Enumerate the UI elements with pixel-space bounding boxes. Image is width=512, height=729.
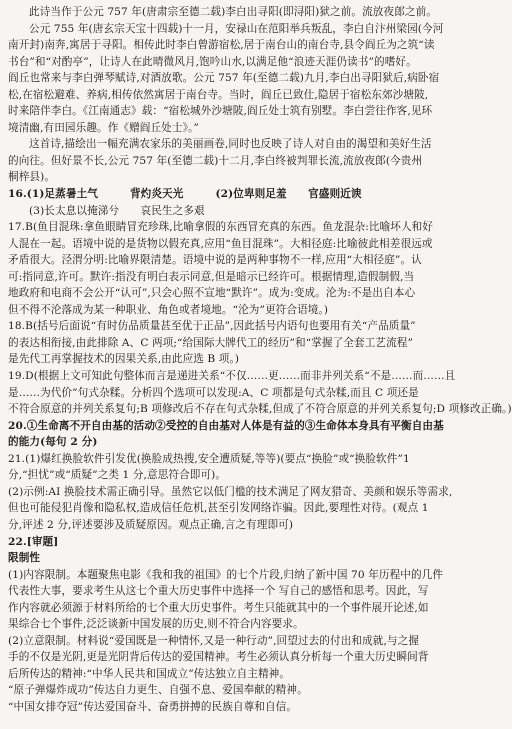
text-line: 不符合原意的并列关系复句;B 项修改后不存在句式杂糅,但成了不符合原意的并列关系复句;D 项修改正确。): [8, 403, 512, 416]
text-line: 22.[审题]: [8, 535, 59, 548]
text-line: 公元 755 年(唐玄宗天宝十四载)十一月，安禄山在范阳举兵叛乱，李白自汴州梁园(今河: [29, 22, 444, 35]
text-line: 阎丘也常来与李白弹琴赋诗,对酒放歌。公元 757 年(至德二载)九月,李白出寻阳狱后,病卧宿: [8, 72, 440, 85]
text-line: 分,评述 2 分,评述要涉及质疑原因。观点正确,言之有理即可): [8, 518, 294, 531]
text-line: 19.D(根据上文可知此句整体而言是递进关系“不仅……更……而非并列关系“不是……而……且: [8, 370, 456, 383]
text-line: 南开封)南奔,寓居于寻阳。相传此时李白曾游宿松,居于南台山的南台寺,县令阎丘为之筑“读: [8, 39, 435, 52]
text-line: 地政府和电商不会公开“认可”,只会心照不宣地“默许”。成为:变成。沦为:不是出自本心: [8, 287, 416, 300]
text-line: 人混在一起。语境中说的是货物以假充真,应用“鱼目混珠”。大相径庭:比喻彼此相差很远或: [8, 237, 433, 250]
text-line: 代表性大事，要求考生从这七个重大历史事件中选择一个 写自己的感悟和思考。因此，写: [8, 585, 429, 598]
text-line: 的能力(每句 2 分): [8, 436, 98, 449]
text-line: 是先代工再掌握技术的因果关系,由此应选 B 项。): [8, 353, 240, 366]
text-line: 时来陪伴李白。《江南通志》载：“宿松城外沙塘陂,阎丘处士筑有别墅。李白尝往作客,见环: [8, 105, 433, 118]
text-line: 可:指同意,许可。默许:指没有明白表示同意,但是暗示已经许可。根据情理,造假制假,当: [8, 270, 415, 283]
text-line: 20.①生命离不开自由基的活动②受控的自由基对人体是有益的③生命体本身具有平衡自由基: [8, 419, 444, 432]
text-line: “原子弹爆炸成功”传达自力更生、自强不息、爱国奉献的精神。: [8, 684, 308, 697]
text-line: 手的不仅是光阴,更是光阴背后传达的爱国精神。考生必须认真分析每一个重大历史瞬间背: [8, 651, 429, 664]
text-line: 限制性: [8, 552, 41, 565]
text-line: 但也可能侵犯肖像和隐私权,造成信任危机,甚至引发网络诈骗。因此,要理性对待。(观点 1: [8, 502, 429, 515]
text-line: “中国女排夺冠”传达爱国奋斗、奋勇拼搏的民族自尊和自信。: [8, 700, 298, 713]
text-line: 分,“担忧”或“质疑”之类 1 分,意思符合即可)。: [8, 469, 227, 482]
text-line: (1)内容限制。本题聚焦电影《我和我的祖国》的七个片段,归纳了新中国 70 年历程中的几件: [8, 568, 444, 581]
text-line: 的向往。但好景不长,公元 757 年(至德二载)十二月,李白终被判罪长流,流放夜郎(今贵州: [8, 154, 423, 167]
text-line: 此诗当作于公元 757 年(唐肃宗至德二载)李白出寻阳(即浔阳)狱之前。流放夜郎之前。: [29, 6, 437, 18]
text-line: 作内容就必须源于材料所给的七个重大历史事件。考生只能就其中的一个事件展开论述,如: [8, 601, 429, 614]
text-line: 是……为代价”句式杂糅。分析四个选项可以发现:A、C 项都是句式杂糅,而且 C 项还是: [8, 386, 419, 399]
text-line: 境清幽,有田园乐趣。作《赠阎丘处士》。”: [8, 121, 199, 134]
text-line: 21.(1)爆红换脸软件引发优(换脸成热搜,安全遭质疑,等等)(要点“换脸”或“换脸软件”1: [8, 452, 410, 465]
text-line: 这首诗,描绘出一幅充满农家乐的美丽画卷,同时也反映了诗人对自由的渴望和美好生活: [29, 138, 432, 151]
text-line: 后所传达的精神:“中华人民共和国成立”传达独立自主精神。: [8, 667, 291, 680]
text-line: (3)长太息以掩涕兮 哀民生之多艰: [29, 204, 205, 217]
text-line: 但不得不沦落成为某一种职业、角色或者境地。“沦为”更符合语境。): [8, 303, 329, 316]
text-line: 果综合七个事件,泛泛谈新中国发展的历史,则不符合内容要求。: [8, 618, 304, 631]
text-line: 16.(1)足蒸暑土气 背灼炎天光 (2)位卑则足羞 官盛则近谀: [8, 188, 362, 201]
text-line: (2)立意限制。材料说“爱国既是一种情怀,又是一种行动”,回望过去的付出和成就,与之握: [8, 634, 420, 647]
text-line: (2)示例:AI 换脸技术需正确引导。虽然它以低门槛的技术满足了网友猎奇、美颜和娱乐等需求,: [8, 485, 453, 498]
text-line: 桐梓县)。: [8, 171, 56, 184]
text-line: 17.B(鱼目混珠:拿鱼眼睛冒充珍珠,比喻拿假的东西冒充真的东西。鱼龙混杂:比喻坏人和好: [8, 221, 434, 234]
text-line: 书台”和“对酌亭”，让诗人在此晴微风月,饱吟山水,以满足他“浪迹天涯仍读书”的嗜好。: [8, 55, 417, 68]
text-line: 18.B(括号后面说“有时仿品质量甚至优于正品”,因此括号内语句也要用有关“产品质量”: [8, 320, 416, 333]
text-line: 矛盾很大。泾渭分明:比喻界限清楚。语境中说的是两种事物不一样,应用“大相径庭”。认: [8, 254, 422, 267]
text-line: 的表达相衔接,由此排除 A、C 两项;“给国际大牌代工的经历”和“掌握了全套工艺流程”: [8, 336, 413, 349]
text-line: 松,在宿松避难、养病,相传依然寓居于南台寺。当时，阎丘已致仕,隐居于宿松东郊沙塘陂,: [8, 88, 429, 101]
